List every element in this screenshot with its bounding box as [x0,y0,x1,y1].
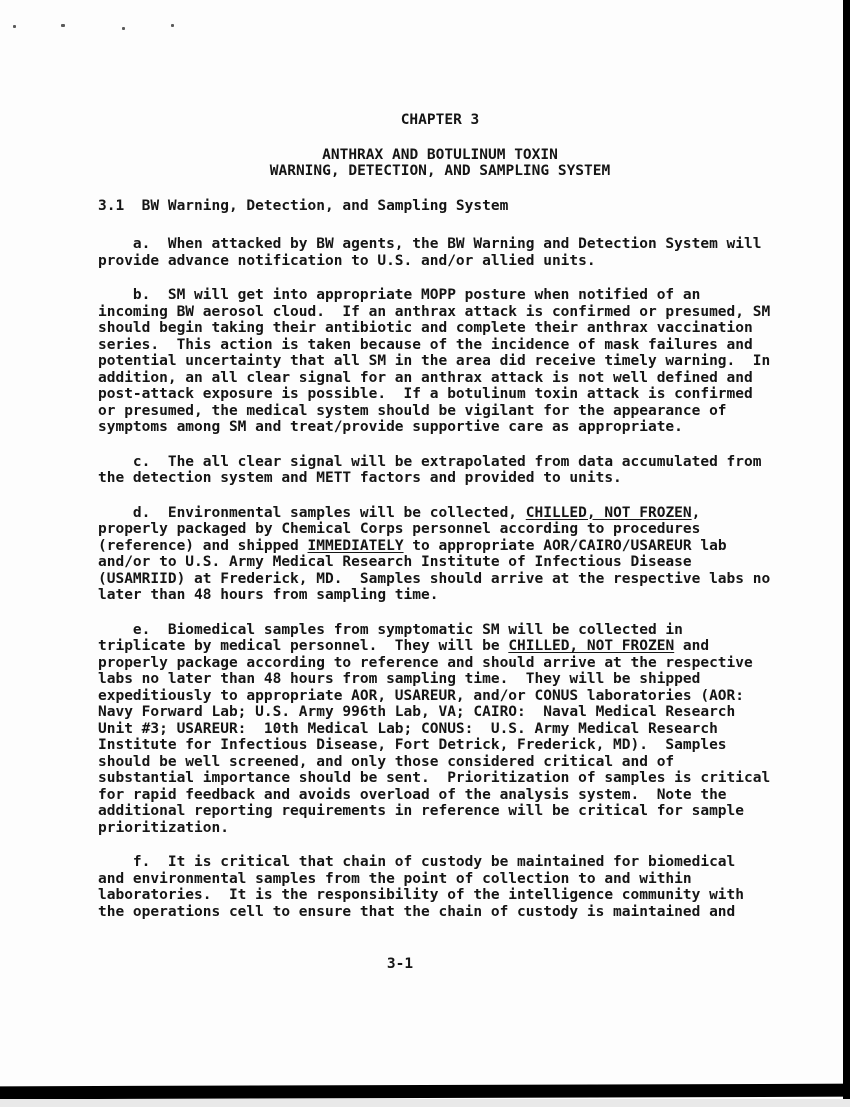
page-number: 3-1 [386,956,414,972]
text-segment: and environmental samples from the point of collection to and within [98,870,692,887]
scan-speck [61,24,65,27]
paragraphs-container [98,236,782,920]
underlined-text-segment: CHILLED, NOT FROZEN [525,504,692,521]
text-line [98,904,782,921]
text-segment: b. SM will get into appropriate MOPP posture when notified of an [98,287,701,303]
underlined-text-segment: CHILLED, NOT FROZEN [508,638,675,654]
text-line [98,587,782,604]
section-heading: 3.1 BW Warning, Detection, and Sampling System [98,197,509,214]
scan-speck [122,27,125,30]
text-segment: symptoms among SM and treat/provide supportive care as appropriate. [98,419,683,435]
text-segment: triplicate by medical personnel. They will be [98,638,509,654]
text-segment: potential uncertainty that all SM in the area did receive timely warning. In [98,353,771,369]
scan-speck [171,24,174,27]
underlined-text-segment: IMMEDIATELY [307,537,404,554]
text-line [98,671,782,688]
text-line [98,521,782,538]
scan-edge-right [843,0,850,1099]
text-line [98,454,782,471]
text-line [98,386,782,403]
text-segment: and/or to U.S. Army Medical Research Institute of Infectious Disease [98,554,692,570]
paragraph-c [98,454,782,487]
text-segment: should begin taking their antibiotic and complete their anthrax vaccination [98,320,753,336]
text-segment: post-attack exposure is possible. If a botulinum toxin attack is confirmed [98,386,753,402]
text-segment: laboratories. It is the responsibility of the intelligence community with [98,887,745,903]
text-segment: additional reporting requirements in reference will be critical for sample [98,803,745,819]
paragraph-d [98,505,782,604]
text-segment: Institute for Infectious Disease, Fort Detrick, Frederick, MD). Samples [98,737,727,753]
text-line [98,787,782,804]
text-line [98,320,782,337]
text-line [98,419,782,436]
paragraph-a [98,236,782,269]
text-line [98,470,782,487]
text-line [98,253,782,270]
text-segment: incoming BW aerosol cloud. If an anthrax attack is confirmed or presumed, SM [98,303,771,320]
text-line [98,554,782,571]
text-segment: d. Environmental samples will be collected, [98,504,526,521]
text-line [98,622,782,639]
document-body [98,112,782,938]
text-line [98,538,782,555]
text-segment: the operations cell to ensure that the chain of custody is maintained and [98,903,736,920]
text-segment: expeditiously to appropriate AOR, USAREUR, and/or CONUS laboratories (AOR: [98,687,745,704]
text-segment: addition, an all clear signal for an anthrax attack is not well defined and [98,369,753,386]
text-segment: a. When attacked by BW agents, the BW Warning and Detection System will [98,236,762,252]
text-line [98,236,782,253]
text-segment: substantial importance should be sent. Prioritization of samples is critical [98,770,771,786]
text-segment: (reference) and shipped [98,537,308,554]
chapter-heading: CHAPTER 3 [400,112,480,128]
scan-speck [13,25,16,28]
text-segment: to appropriate AOR/CAIRO/USAREUR lab [403,537,727,554]
text-segment: series. This action is taken because of the incidence of mask failures and [98,336,753,353]
scan-bar-bottom [0,1084,850,1100]
scan-bar-shadow [0,1099,850,1107]
text-segment: Unit #3; USAREUR: 10th Medical Lab; CONUS: U.S. Army Medical Research [98,720,718,737]
text-segment: or presumed, the medical system should be vigilant for the appearance of [98,402,727,419]
text-line [98,854,782,871]
text-line [98,737,782,754]
text-line [98,287,782,304]
text-line [98,403,782,420]
document-title-line-2: WARNING, DETECTION, AND SAMPLING SYSTEM [269,163,611,179]
paragraph-f [98,854,782,920]
text-line [98,655,782,672]
text-line [98,704,782,721]
text-segment: prioritization. [98,819,229,836]
text-line [98,353,782,370]
text-line [98,571,782,588]
text-line [98,820,782,837]
text-line [98,887,782,904]
paragraph-b [98,287,782,436]
text-segment: properly packaged by Chemical Corps personnel according to procedures [98,521,701,537]
paragraph-e [98,622,782,837]
text-segment: , [691,504,701,521]
text-line [98,638,782,655]
text-segment: e. Biomedical samples from symptomatic SM will be collected in [98,621,683,638]
text-line [98,688,782,705]
text-segment: should be well screened, and only those considered critical and of [98,753,675,770]
text-line [98,505,782,522]
text-segment: labs no later than 48 hours from sampling time. They will be shipped [98,671,701,687]
text-line [98,770,782,787]
text-segment: c. The all clear signal will be extrapolated from data accumulated from [98,453,762,470]
text-line [98,871,782,888]
text-segment: Navy Forward Lab; U.S. Army 996th Lab, VA; CAIRO: Naval Medical Research [98,704,736,720]
text-segment: later than 48 hours from sampling time. [98,587,439,603]
text-segment: (USAMRIID) at Frederick, MD. Samples should arrive at the respective labs no [98,570,771,587]
text-line [98,754,782,771]
text-line [98,803,782,820]
text-segment: and [674,638,710,654]
text-segment: the detection system and METT factors and provided to units. [98,470,622,486]
text-line [98,370,782,387]
text-segment: provide advance notification to U.S. and/or allied units. [98,252,596,269]
text-segment: for rapid feedback and avoids overload of the analysis system. Note the [98,786,727,803]
text-line [98,721,782,738]
text-line [98,304,782,321]
text-segment: properly package according to reference and should arrive at the respective [98,654,753,671]
text-segment: f. It is critical that chain of custody be maintained for biomedical [98,854,736,870]
document-title-line-1: ANTHRAX AND BOTULINUM TOXIN [322,146,558,163]
text-line [98,337,782,354]
